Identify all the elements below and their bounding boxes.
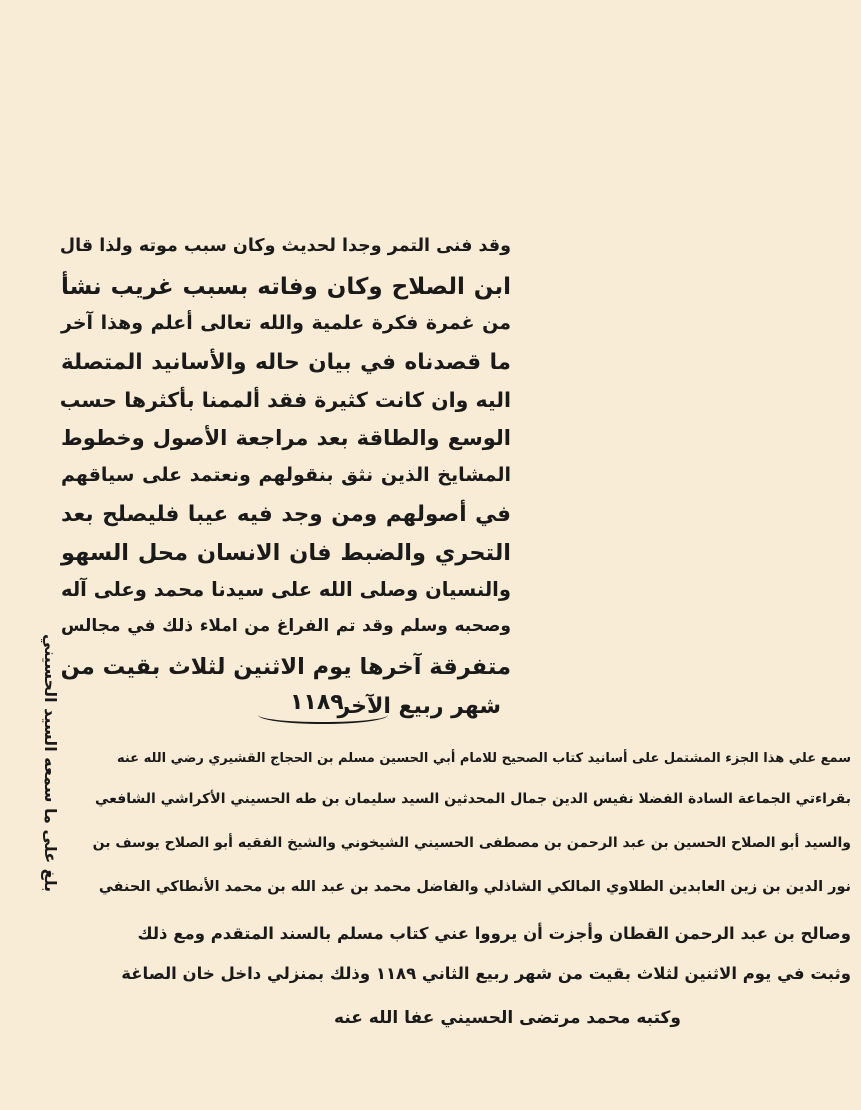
date-numeral: ١١٨٩: [290, 690, 344, 715]
note-line-4: نور الدين بن زين العابدين الطلاوي المالكي الشاذلي والفاضل محمد بن عبد الله بن محمد الأنطاكي الحنفي: [98, 879, 851, 895]
signature: وكتبه محمد مرتضى الحسيني عفا الله عنه: [334, 1008, 681, 1028]
main-line-9: التحري والضبط فان الانسان محل السهو: [61, 540, 511, 566]
main-line-7: المشايخ الذين نثق بنقولهم ونعتمد على سياقهم: [61, 464, 511, 486]
main-line-4: ما قصدناه في بيان حاله والأسانيد المتصلة: [61, 350, 511, 375]
note-line-5: وصالح بن عبد الرحمن القطان وأجزت أن يرووا عني كتاب مسلم بالسند المتقدم ومع ذلك: [137, 924, 851, 943]
note-line-1: سمع علي هذا الجزء المشتمل على أسانيد كتاب الصحيح للامام أبي الحسين مسلم بن الحجاج القشيري رضي الله عنه: [116, 751, 851, 766]
note-line-3: والسيد أبو الصلاح الحسين بن عبد الرحمن بن مصطفى الحسيني الشيخوني والشيخ الفقيه أبو الصلاح يوسف بن: [92, 835, 851, 851]
margin-note: بلغ على ما سمعه السيد الحسيني: [41, 633, 60, 892]
main-line-10: والنسيان وصلى الله على سيدنا محمد وعلى آله: [61, 578, 511, 601]
date-flourish: [258, 706, 388, 724]
main-line-5: اليه وان كانت كثيرة فقد ألممنا بأكثرها حسب: [59, 388, 511, 412]
main-line-3: من غمرة فكرة علمية والله تعالى أعلم وهذا آخر: [61, 312, 511, 334]
main-line-11: وصحبه وسلم وقد تم الفراغ من املاء ذلك في مجالس: [61, 616, 511, 636]
main-line-1: وقد فنى التمر وجدا لحديث وكان سبب موته ولذا قال: [59, 236, 511, 256]
main-line-6: الوسع والطاقة بعد مراجعة الأصول وخطوط: [61, 426, 511, 450]
main-line-2: ابن الصلاح وكان وفاته بسبب غريب نشأ: [61, 274, 511, 300]
note-line-2: بقراءتي الجماعة السادة الفضلا نفيس الدين جمال المحدثين السيد سليمان بن طه الحسيني الأكراشي الشافعي: [95, 791, 851, 807]
main-line-12: متفرقة آخرها يوم الاثنين لثلاث بقيت من: [60, 654, 511, 680]
closing-month: شهر ربيع الآخر: [337, 694, 501, 719]
note-line-6: وثبت في يوم الاثنين لثلاث بقيت من شهر ربيع الثاني ١١٨٩ وذلك بمنزلي داخل خان الصاغة: [121, 964, 851, 983]
main-line-8: في أصولهم ومن وجد فيه عيبا فليصلح بعد: [61, 502, 511, 527]
